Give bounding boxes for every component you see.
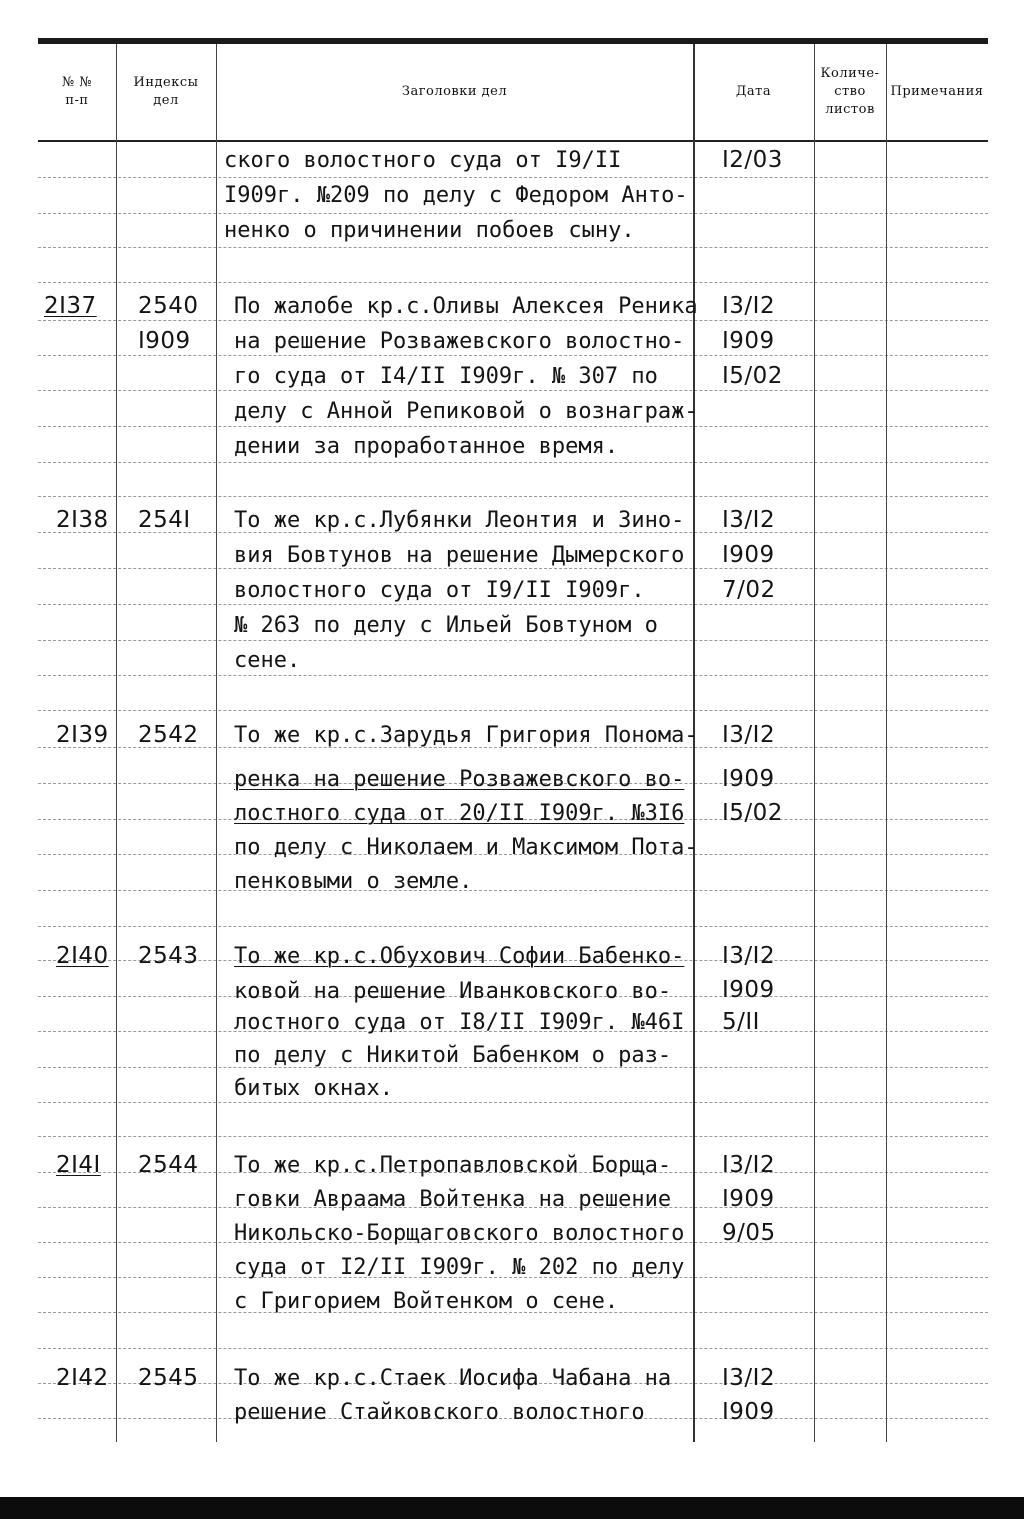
date-value: 7/02 — [722, 577, 776, 603]
title-line: ского волостного суда от I9/II — [224, 148, 622, 173]
title-line: Никольско-Борщаговского волостного — [234, 1221, 685, 1246]
date-value: I5/02 — [722, 800, 783, 826]
rule-line — [38, 320, 988, 321]
title-line: лостного суда от I8/II I909г. №46I — [234, 1010, 685, 1035]
title-line: дении за проработанное время. — [234, 434, 619, 459]
header-index-line1: Индексы — [133, 75, 199, 90]
title-line: делу с Анной Репиковой о вознаграж- — [234, 399, 698, 424]
title-line: по делу с Никитой Бабенком о раз- — [234, 1043, 672, 1068]
title-line: пенковыми о земле. — [234, 869, 473, 894]
entry-index: 2542 — [138, 722, 199, 748]
rule-line — [38, 426, 988, 427]
date-value: I909 — [722, 1399, 775, 1425]
title-line: вия Бовтунов на решение Дымерского — [234, 543, 685, 568]
entry-number: 2I4I — [56, 1152, 101, 1178]
title-line: То же кр.с.Петропавловской Борща- — [234, 1153, 672, 1178]
header-count — [814, 44, 886, 140]
column-divider — [814, 44, 815, 1442]
header-index — [116, 44, 216, 140]
rule-line — [38, 675, 988, 676]
title-line: говки Авраама Войтенка на решение — [234, 1187, 672, 1212]
rule-line — [38, 890, 988, 891]
title-line: ренка на решение Розважевского во- — [234, 767, 685, 792]
date-value: I3/I2 — [722, 293, 776, 319]
title-line: сене. — [234, 648, 301, 673]
title-line: То же кр.с.Стаек Иосифа Чабана на — [234, 1366, 672, 1391]
title-line: I909г. №209 по делу с Федором Анто- — [224, 183, 688, 208]
rule-line — [38, 640, 988, 641]
table-header — [38, 44, 988, 142]
rule-line — [38, 462, 988, 463]
header-count-line3: листов — [825, 102, 875, 117]
date-value: I909 — [722, 328, 775, 354]
entry-index: 2545 — [138, 1365, 199, 1391]
date-value: I909 — [722, 977, 775, 1003]
rule-line — [38, 1348, 988, 1349]
header-notes-label: Примечания — [890, 84, 984, 99]
header-date — [693, 44, 814, 140]
rule-line — [38, 247, 988, 248]
title-line: ковой на решение Иванковского во- — [234, 979, 672, 1004]
rule-line — [38, 390, 988, 391]
title-line: битых окнах. — [234, 1076, 393, 1101]
rule-line — [38, 496, 988, 497]
date-value: 9/05 — [722, 1220, 776, 1246]
entry-number: 2I37 — [44, 293, 97, 319]
title-line: решение Стайковского волостного — [234, 1400, 645, 1425]
column-divider — [216, 44, 217, 1442]
date-value: I909 — [722, 766, 775, 792]
header-date-label: Дата — [735, 84, 772, 99]
rule-line — [38, 177, 988, 178]
rule-line — [38, 1136, 988, 1137]
scan-bottom-edge — [0, 1497, 1024, 1519]
rule-line — [38, 1102, 988, 1103]
date-value: I3/I2 — [722, 507, 776, 533]
title-line: го суда от I4/II I909г. № 307 по — [234, 364, 658, 389]
header-number-line2: п-п — [65, 93, 89, 108]
title-line: по делу с Николаем и Максимом Пота- — [234, 835, 698, 860]
date-value: 5/II — [722, 1009, 760, 1035]
title-line: То же кр.с.Обухович Софии Бабенко- — [234, 944, 685, 969]
title-line: на решение Розважевского волостно- — [234, 329, 685, 354]
rule-line — [38, 926, 988, 927]
entry-number: 2I39 — [56, 722, 109, 748]
rule-line — [38, 355, 988, 356]
column-divider — [116, 44, 117, 1442]
entry-index: I909 — [138, 328, 191, 354]
rule-line — [38, 282, 988, 283]
date-value: I909 — [722, 1186, 775, 1212]
date-value: I3/I2 — [722, 1152, 776, 1178]
rule-line — [38, 213, 988, 214]
entry-index: 254I — [138, 507, 191, 533]
date-value: I3/I2 — [722, 943, 776, 969]
column-divider — [886, 44, 887, 1442]
header-notes — [886, 44, 988, 140]
entry-index: 2544 — [138, 1152, 199, 1178]
date-value: I2/03 — [722, 147, 783, 173]
entry-index: 2540 — [138, 293, 199, 319]
header-titles — [216, 44, 693, 140]
header-count-line1: Количе- — [820, 66, 880, 81]
title-line: № 263 по делу с Ильей Бовтуном о — [234, 613, 658, 638]
title-line: То же кр.с.Зарудья Григория Понома- — [234, 723, 698, 748]
rule-line — [38, 710, 988, 711]
title-line: с Григорием Войтенком о сене. — [234, 1289, 619, 1314]
date-value: I909 — [722, 542, 775, 568]
entry-number: 2I38 — [56, 507, 109, 533]
entry-index: 2543 — [138, 943, 199, 969]
title-line: По жалобе кр.с.Оливы Алексея Реника — [234, 294, 698, 319]
header-titles-label: Заголовки дел — [401, 84, 508, 99]
title-line: То же кр.с.Лубянки Леонтия и Зино- — [234, 508, 685, 533]
date-value: I3/I2 — [722, 1365, 776, 1391]
header-index-line2: дел — [153, 93, 179, 108]
title-line: суда от I2/II I909г. № 202 по делу — [234, 1255, 685, 1280]
title-line: лостного суда от 20/II I909г. №3I6 — [234, 801, 685, 826]
title-line: волостного суда от I9/II I909г. — [234, 578, 645, 603]
header-count-line2: ство — [834, 84, 866, 99]
header-number-line1: № № — [61, 75, 93, 90]
header-number — [38, 44, 116, 140]
title-line: ненко о причинении побоев сыну. — [224, 218, 635, 243]
date-value: I5/02 — [722, 363, 783, 389]
rule-line — [38, 604, 988, 605]
entry-number: 2I42 — [56, 1365, 109, 1391]
entry-number: 2I40 — [56, 943, 109, 969]
date-value: I3/I2 — [722, 722, 776, 748]
